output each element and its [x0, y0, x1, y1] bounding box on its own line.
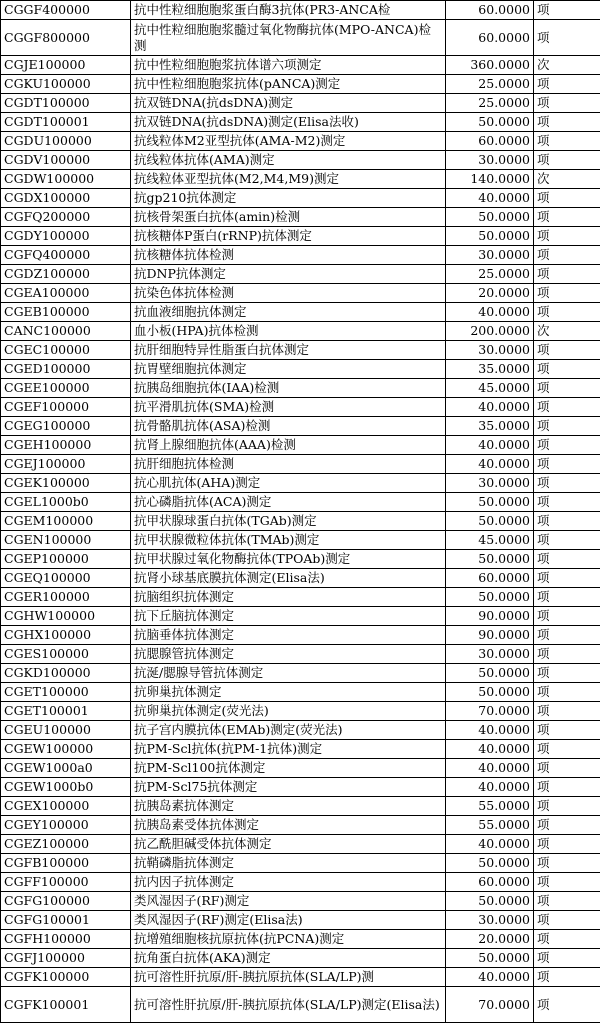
item-unit-cell: 项 [534, 664, 600, 683]
item-name-cell: 抗胰岛细胞抗体(IAA)检测 [131, 379, 446, 398]
table-row [1, 664, 600, 683]
item-unit-cell: 项 [534, 835, 600, 854]
item-name-cell: 抗肝细胞特异性脂蛋白抗体测定 [131, 341, 446, 360]
item-price-cell: 40.0000 [446, 303, 534, 322]
item-name-cell: 抗血液细胞抗体测定 [131, 303, 446, 322]
table-row [1, 246, 600, 265]
item-unit-cell: 项 [534, 284, 600, 303]
item-code-cell: CGKD100000 [1, 664, 131, 683]
item-code-cell: CGEB100000 [1, 303, 131, 322]
item-name-cell: 抗中性粒细胞胞浆抗体(pANCA)测定 [131, 75, 446, 94]
item-code-cell: CGFG100000 [1, 892, 131, 911]
item-price-cell: 55.0000 [446, 797, 534, 816]
item-code-cell: CGEP100000 [1, 550, 131, 569]
item-price-cell: 40.0000 [446, 778, 534, 797]
table-row [1, 759, 600, 778]
item-price-cell: 35.0000 [446, 360, 534, 379]
table-row [1, 455, 600, 474]
table-row [1, 949, 600, 968]
item-code-cell: CGEM100000 [1, 512, 131, 531]
table-row [1, 531, 600, 550]
item-price-cell: 50.0000 [446, 892, 534, 911]
item-unit-cell: 项 [534, 1, 600, 20]
item-name-cell: 抗胰岛素受体抗体测定 [131, 816, 446, 835]
item-code-cell: CGJE100000 [1, 56, 131, 75]
item-price-cell: 90.0000 [446, 607, 534, 626]
table-row [1, 132, 600, 151]
item-name-cell: 血小板(HPA)抗体检测 [131, 322, 446, 341]
table-row [1, 56, 600, 75]
item-code-cell: CGDU100000 [1, 132, 131, 151]
item-unit-cell: 项 [534, 341, 600, 360]
item-code-cell: CGEU100000 [1, 721, 131, 740]
item-name-cell: 抗中性粒细胞胞浆抗体谱六项测定 [131, 56, 446, 75]
item-code-cell: CGEJ100000 [1, 455, 131, 474]
table-row [1, 816, 600, 835]
item-price-cell: 140.0000 [446, 170, 534, 189]
item-unit-cell: 项 [534, 493, 600, 512]
item-name-cell: 抗甲状腺球蛋白抗体(TGAb)测定 [131, 512, 446, 531]
item-code-cell: CGDY100000 [1, 227, 131, 246]
item-price-cell: 40.0000 [446, 721, 534, 740]
item-unit-cell: 项 [534, 246, 600, 265]
item-price-cell: 40.0000 [446, 759, 534, 778]
item-unit-cell: 项 [534, 854, 600, 873]
item-name-cell: 抗线粒体M2亚型抗体(AMA-M2)测定 [131, 132, 446, 151]
item-code-cell: CGFB100000 [1, 854, 131, 873]
item-name-cell: 抗双链DNA(抗dsDNA)测定(Elisa法收) [131, 113, 446, 132]
table-row [1, 930, 600, 949]
item-price-cell: 20.0000 [446, 284, 534, 303]
item-unit-cell: 项 [534, 379, 600, 398]
item-code-cell: CGET100000 [1, 683, 131, 702]
item-code-cell: CGFQ400000 [1, 246, 131, 265]
item-code-cell: CGER100000 [1, 588, 131, 607]
item-code-cell: CGEA100000 [1, 284, 131, 303]
item-name-cell: 抗乙酰胆碱受体抗体测定 [131, 835, 446, 854]
item-price-cell: 25.0000 [446, 94, 534, 113]
item-unit-cell: 次 [534, 170, 600, 189]
item-price-cell: 40.0000 [446, 455, 534, 474]
table-row [1, 227, 600, 246]
table-row [1, 94, 600, 113]
table-row [1, 20, 600, 56]
item-price-cell: 60.0000 [446, 873, 534, 892]
item-name-cell: 抗心肌抗体(AHA)测定 [131, 474, 446, 493]
item-unit-cell: 项 [534, 778, 600, 797]
item-unit-cell: 项 [534, 588, 600, 607]
table-row [1, 550, 600, 569]
item-name-cell: 抗肝细胞抗体检测 [131, 455, 446, 474]
item-name-cell: 抗内因子抗体测定 [131, 873, 446, 892]
item-price-cell: 50.0000 [446, 208, 534, 227]
item-unit-cell: 项 [534, 949, 600, 968]
item-price-cell: 60.0000 [446, 132, 534, 151]
table-row [1, 987, 600, 1023]
item-code-cell: CGFF100000 [1, 873, 131, 892]
table-row [1, 322, 600, 341]
item-unit-cell: 次 [534, 56, 600, 75]
table-row [1, 303, 600, 322]
item-code-cell: CGDZ100000 [1, 265, 131, 284]
item-price-cell: 40.0000 [446, 436, 534, 455]
item-unit-cell: 项 [534, 550, 600, 569]
item-unit-cell: 项 [534, 740, 600, 759]
item-code-cell: CGGF400000 [1, 1, 131, 20]
item-unit-cell: 项 [534, 702, 600, 721]
item-code-cell: CGED100000 [1, 360, 131, 379]
item-code-cell: CGHW100000 [1, 607, 131, 626]
item-unit-cell: 项 [534, 930, 600, 949]
item-unit-cell: 项 [534, 531, 600, 550]
item-name-cell: 类风湿因子(RF)测定(Elisa法) [131, 911, 446, 930]
table-row [1, 151, 600, 170]
item-unit-cell: 项 [534, 20, 600, 56]
item-price-cell: 50.0000 [446, 683, 534, 702]
table-row [1, 1, 600, 20]
item-name-cell: 抗肾上腺细胞抗体(AAA)检测 [131, 436, 446, 455]
item-name-cell: 抗PM-Scl抗体(抗PM-1抗体)测定 [131, 740, 446, 759]
item-price-cell: 45.0000 [446, 379, 534, 398]
item-price-cell: 90.0000 [446, 626, 534, 645]
item-code-cell: CGFK100001 [1, 987, 131, 1023]
item-name-cell: 抗脑组织抗体测定 [131, 588, 446, 607]
item-name-cell: 抗子宫内膜抗体(EMAb)测定(荧光法) [131, 721, 446, 740]
item-unit-cell: 项 [534, 968, 600, 987]
table-row [1, 892, 600, 911]
item-unit-cell: 项 [534, 398, 600, 417]
item-name-cell: 抗平滑肌抗体(SMA)检测 [131, 398, 446, 417]
item-unit-cell: 项 [534, 303, 600, 322]
table-row [1, 189, 600, 208]
item-name-cell: 抗卵巢抗体测定(荧光法) [131, 702, 446, 721]
item-price-cell: 30.0000 [446, 474, 534, 493]
item-name-cell: 抗双链DNA(抗dsDNA)测定 [131, 94, 446, 113]
item-name-cell: 抗脑垂体抗体测定 [131, 626, 446, 645]
item-name-cell: 抗中性粒细胞胞浆蛋白酶3抗体(PR3-ANCA检 [131, 1, 446, 20]
item-price-cell: 30.0000 [446, 151, 534, 170]
item-price-cell: 30.0000 [446, 645, 534, 664]
item-unit-cell: 项 [534, 569, 600, 588]
item-name-cell: 抗线粒体抗体(AMA)测定 [131, 151, 446, 170]
table-row [1, 341, 600, 360]
table-row [1, 379, 600, 398]
item-price-cell: 50.0000 [446, 512, 534, 531]
table-row [1, 512, 600, 531]
item-unit-cell: 项 [534, 512, 600, 531]
item-code-cell: CGEF100000 [1, 398, 131, 417]
table-row [1, 284, 600, 303]
item-unit-cell: 项 [534, 436, 600, 455]
item-code-cell: CGEW1000a0 [1, 759, 131, 778]
item-unit-cell: 项 [534, 151, 600, 170]
item-price-cell: 40.0000 [446, 968, 534, 987]
item-name-cell: 抗心磷脂抗体(ACA)测定 [131, 493, 446, 512]
item-code-cell: CGEW100000 [1, 740, 131, 759]
item-name-cell: 抗染色体抗体检测 [131, 284, 446, 303]
item-price-cell: 50.0000 [446, 550, 534, 569]
item-unit-cell: 项 [534, 94, 600, 113]
table-row [1, 911, 600, 930]
item-price-cell: 50.0000 [446, 493, 534, 512]
item-code-cell: CANC100000 [1, 322, 131, 341]
item-unit-cell: 项 [534, 113, 600, 132]
item-name-cell: 抗PM-Scl75抗体测定 [131, 778, 446, 797]
table-row [1, 398, 600, 417]
item-price-cell: 55.0000 [446, 816, 534, 835]
item-name-cell: 抗核糖体P蛋白(rRNP)抗体测定 [131, 227, 446, 246]
item-unit-cell: 次 [534, 322, 600, 341]
item-unit-cell: 项 [534, 417, 600, 436]
item-code-cell: CGEE100000 [1, 379, 131, 398]
item-unit-cell: 项 [534, 721, 600, 740]
item-unit-cell: 项 [534, 208, 600, 227]
item-code-cell: CGEG100000 [1, 417, 131, 436]
item-name-cell: 抗胰岛素抗体测定 [131, 797, 446, 816]
item-code-cell: CGEL1000b0 [1, 493, 131, 512]
item-price-cell: 50.0000 [446, 949, 534, 968]
table-row [1, 265, 600, 284]
table-row [1, 436, 600, 455]
table-row [1, 360, 600, 379]
item-price-cell: 50.0000 [446, 664, 534, 683]
item-name-cell: 抗gp210抗体测定 [131, 189, 446, 208]
item-unit-cell: 项 [534, 455, 600, 474]
table-row [1, 873, 600, 892]
item-code-cell: CGEX100000 [1, 797, 131, 816]
item-name-cell: 抗DNP抗体测定 [131, 265, 446, 284]
item-unit-cell: 项 [534, 227, 600, 246]
item-price-cell: 50.0000 [446, 854, 534, 873]
item-unit-cell: 项 [534, 645, 600, 664]
item-name-cell: 抗腮腺管抗体测定 [131, 645, 446, 664]
table-row [1, 493, 600, 512]
item-price-cell: 30.0000 [446, 246, 534, 265]
item-price-cell: 40.0000 [446, 189, 534, 208]
item-unit-cell: 项 [534, 987, 600, 1023]
table-row [1, 645, 600, 664]
table-row [1, 854, 600, 873]
item-unit-cell: 项 [534, 607, 600, 626]
item-unit-cell: 项 [534, 360, 600, 379]
item-name-cell: 抗下丘脑抗体测定 [131, 607, 446, 626]
item-name-cell: 抗鞘磷脂抗体测定 [131, 854, 446, 873]
item-unit-cell: 项 [534, 683, 600, 702]
item-name-cell: 抗可溶性肝抗原/肝-胰抗原抗体(SLA/LP)测定(Elisa法) [131, 987, 446, 1023]
item-code-cell: CGDV100000 [1, 151, 131, 170]
item-name-cell: 抗核糖体抗体检测 [131, 246, 446, 265]
item-price-cell: 40.0000 [446, 835, 534, 854]
item-unit-cell: 项 [534, 759, 600, 778]
item-price-cell: 30.0000 [446, 341, 534, 360]
item-code-cell: CGEZ100000 [1, 835, 131, 854]
item-code-cell: CGEK100000 [1, 474, 131, 493]
item-name-cell: 抗中性粒细胞胞浆髓过氧化物酶抗体(MPO-ANCA)检测 [131, 20, 446, 56]
table-row [1, 607, 600, 626]
item-code-cell: CGFK100000 [1, 968, 131, 987]
item-price-cell: 200.0000 [446, 322, 534, 341]
item-code-cell: CGDX100000 [1, 189, 131, 208]
item-name-cell: 抗线粒体亚型抗体(M2,M4,M9)测定 [131, 170, 446, 189]
item-name-cell: 抗肾小球基底膜抗体测定(Elisa法) [131, 569, 446, 588]
item-price-cell: 70.0000 [446, 702, 534, 721]
item-price-cell: 35.0000 [446, 417, 534, 436]
item-code-cell: CGFJ100000 [1, 949, 131, 968]
item-unit-cell: 项 [534, 474, 600, 493]
item-name-cell: 抗甲状腺过氧化物酶抗体(TPOAb)测定 [131, 550, 446, 569]
table-row [1, 702, 600, 721]
item-unit-cell: 项 [534, 873, 600, 892]
item-code-cell: CGFH100000 [1, 930, 131, 949]
item-name-cell: 抗涎/腮腺导管抗体测定 [131, 664, 446, 683]
table-row [1, 778, 600, 797]
item-code-cell: CGDW100000 [1, 170, 131, 189]
item-price-cell: 70.0000 [446, 987, 534, 1023]
item-code-cell: CGGF800000 [1, 20, 131, 56]
item-code-cell: CGES100000 [1, 645, 131, 664]
item-name-cell: 抗甲状腺微粒体抗体(TMAb)测定 [131, 531, 446, 550]
fee-table-body [1, 1, 600, 1023]
table-row [1, 569, 600, 588]
item-code-cell: CGHX100000 [1, 626, 131, 645]
item-unit-cell: 项 [534, 132, 600, 151]
item-price-cell: 50.0000 [446, 113, 534, 132]
item-name-cell: 抗PM-Scl100抗体测定 [131, 759, 446, 778]
table-row [1, 721, 600, 740]
item-price-cell: 60.0000 [446, 1, 534, 20]
table-row [1, 208, 600, 227]
item-name-cell: 抗核骨架蛋白抗体(amin)检测 [131, 208, 446, 227]
item-unit-cell: 项 [534, 911, 600, 930]
item-unit-cell: 项 [534, 892, 600, 911]
item-code-cell: CGDT100001 [1, 113, 131, 132]
table-row [1, 588, 600, 607]
item-code-cell: CGFQ200000 [1, 208, 131, 227]
table-row [1, 417, 600, 436]
item-name-cell: 类风湿因子(RF)测定 [131, 892, 446, 911]
item-unit-cell: 项 [534, 189, 600, 208]
table-row [1, 113, 600, 132]
item-name-cell: 抗胃壁细胞抗体测定 [131, 360, 446, 379]
item-unit-cell: 项 [534, 265, 600, 284]
item-code-cell: CGEH100000 [1, 436, 131, 455]
table-row [1, 170, 600, 189]
item-code-cell: CGKU100000 [1, 75, 131, 94]
table-row [1, 75, 600, 94]
item-unit-cell: 项 [534, 75, 600, 94]
item-code-cell: CGEQ100000 [1, 569, 131, 588]
item-code-cell: CGEY100000 [1, 816, 131, 835]
item-code-cell: CGEN100000 [1, 531, 131, 550]
item-price-cell: 25.0000 [446, 265, 534, 284]
item-price-cell: 50.0000 [446, 227, 534, 246]
item-name-cell: 抗卵巢抗体测定 [131, 683, 446, 702]
item-price-cell: 40.0000 [446, 740, 534, 759]
item-code-cell: CGET100001 [1, 702, 131, 721]
item-price-cell: 20.0000 [446, 930, 534, 949]
item-name-cell: 抗增殖细胞核抗原抗体(抗PCNA)测定 [131, 930, 446, 949]
item-price-cell: 25.0000 [446, 75, 534, 94]
item-price-cell: 60.0000 [446, 569, 534, 588]
item-price-cell: 50.0000 [446, 588, 534, 607]
item-name-cell: 抗角蛋白抗体(AKA)测定 [131, 949, 446, 968]
table-row [1, 797, 600, 816]
item-price-cell: 60.0000 [446, 20, 534, 56]
table-row [1, 835, 600, 854]
item-unit-cell: 项 [534, 797, 600, 816]
table-row [1, 968, 600, 987]
item-price-cell: 30.0000 [446, 911, 534, 930]
item-name-cell: 抗骨骼肌抗体(ASA)检测 [131, 417, 446, 436]
table-row [1, 626, 600, 645]
item-unit-cell: 项 [534, 626, 600, 645]
table-row [1, 474, 600, 493]
item-price-cell: 45.0000 [446, 531, 534, 550]
item-price-cell: 40.0000 [446, 398, 534, 417]
item-code-cell: CGFG100001 [1, 911, 131, 930]
table-row [1, 740, 600, 759]
item-price-cell: 360.0000 [446, 56, 534, 75]
table-row [1, 683, 600, 702]
item-code-cell: CGDT100000 [1, 94, 131, 113]
item-code-cell: CGEC100000 [1, 341, 131, 360]
item-code-cell: CGEW1000b0 [1, 778, 131, 797]
item-unit-cell: 项 [534, 816, 600, 835]
item-name-cell: 抗可溶性肝抗原/肝-胰抗原抗体(SLA/LP)测 [131, 968, 446, 987]
